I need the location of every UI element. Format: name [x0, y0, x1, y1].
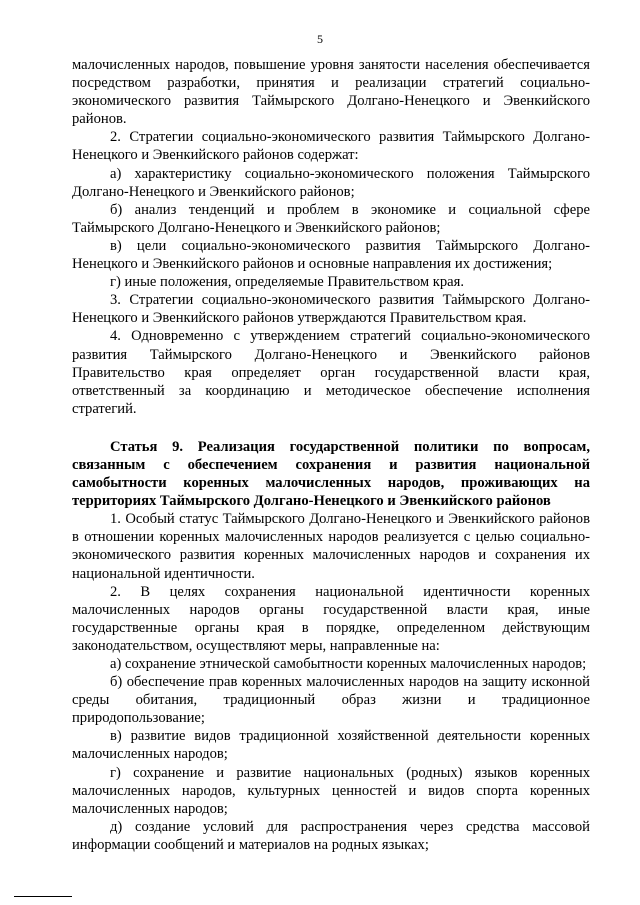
subitem-v: в) цели социально-экономического развития Таймырского Долгано-Ненецкого и Эвенкийского районов и основные направления их достижения; [72, 237, 590, 273]
subitem-b: б) анализ тенденций и проблем в экономике и социальной сфере Таймырского Долгано-Ненецкого и Эвенкийского районов; [72, 201, 590, 236]
article-9-title: Статья 9. Реализация государственной политики по вопросам, связанным с обеспечением сохранения и развития национальной самобытности коренных малочисленных народов, проживающих на территориях Таймырского Долгано-Ненецкого и Эвенкийского районов [72, 438, 590, 510]
article-9-subitem-d: д) создание условий для распространения через средства массовой информации сообщений и материалов на родных языках; [72, 818, 590, 853]
article-9-subitem-a: а) сохранение этнической самобытности коренных малочисленных народов; [110, 656, 587, 672]
page-number: 5 [317, 32, 323, 46]
article-9-item-2: 2. В целях сохранения национальной идентичности коренных малочисленных народов органы государственной власти края, иные государственные органы края в порядке, определенном действующим законодательством, осуществляют меры, направленные на: [72, 583, 590, 654]
paragraph-item-2: 2. Стратегии социально-экономического развития Таймырского Долгано-Ненецкого и Эвенкийского районов содержат: [72, 129, 590, 164]
article-9-subitem-v: в) развитие видов традиционной хозяйственной деятельности коренных малочисленных народов; [72, 728, 590, 763]
paragraph-item-4: 4. Одновременно с утверждением стратегий социально-экономического развития Таймырского Долгано-Ненецкого и Эвенкийского районов Правительство края определяет орган государственной власти края, ответственный за координацию и методическое обеспечение исполнения стратегий. [72, 328, 590, 417]
paragraph-continuation: малочисленных народов, повышение уровня занятости населения обеспечивается посредством разработки, принятия и реализации стратегий социально-экономического развития Таймырского Долгано-Ненецкого и Эвенкийского районов. [72, 57, 590, 128]
article-9-subitem-g: г) сохранение и развитие национальных (родных) языков коренных малочисленных народов, культурных ценностей и видов спорта коренных малочисленных народов; [72, 764, 590, 817]
subitem-g: г) иные положения, определяемые Правительством края. [110, 274, 464, 291]
paragraph-item-3: 3. Стратегии социально-экономического развития Таймырского Долгано-Ненецкого и Эвенкийского районов утверждаются Правительством края. [72, 292, 590, 327]
article-9-item-1: 1. Особый статус Таймырского Долгано-Ненецкого и Эвенкийского районов в отношении коренных малочисленных народов реализуется с целью социально-экономического развития коренных малочисленных народов и сохранения их национальной идентичности. [72, 511, 590, 582]
article-9-subitem-b: б) обеспечение прав коренных малочисленных народов на защиту исконной среды обитания, традиционный образ жизни и традиционное природопользование; [72, 674, 590, 727]
subitem-a: а) характеристику социально-экономического положения Таймырского Долгано-Ненецкого и Эвенкийского районов; [72, 165, 590, 200]
document-body [72, 56, 590, 854]
footer-rule [14, 896, 72, 897]
